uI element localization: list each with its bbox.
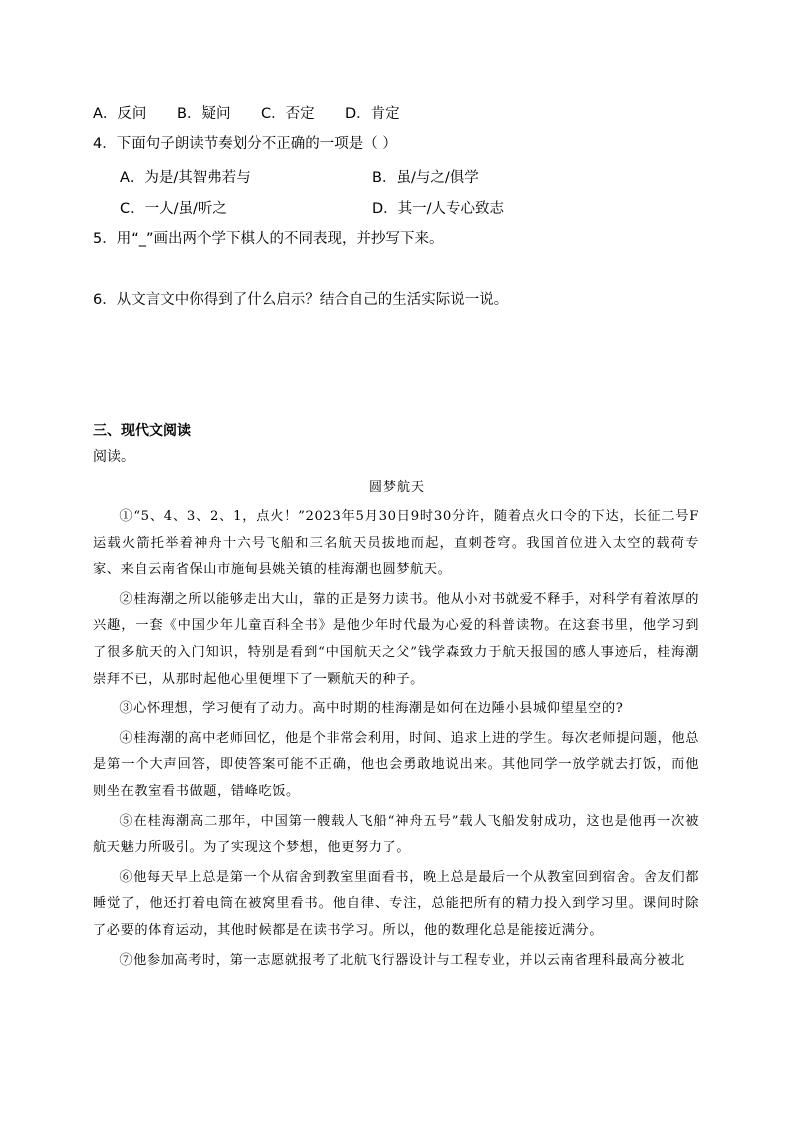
q4-option-c: C．一人/虽/听之 bbox=[120, 201, 227, 217]
q5-prefix: 5．用 bbox=[93, 231, 132, 247]
article-body bbox=[93, 504, 699, 977]
q5-underline-mark: “_” bbox=[131, 231, 154, 247]
article-paragraph-1: ①“5、4、3、2、1，点火！”2023年5月30日9时30分许，随着点火口令的下达，长征二号F运载火箭托举着神舟十六号飞船和三名航天员拔地而起，直刺苍穹。我国首位进入太空的载荷专家、来自云南省保山市施甸县姚关镇的桂海潮也圆梦航天。 bbox=[93, 509, 699, 578]
question-4-stem: 4．下面句子朗读节奏划分不正确的一项是（ ） bbox=[93, 136, 397, 152]
article-paragraph-2: ②桂海潮之所以能够走出大山，靠的正是努力读书。他从小对书就爱不释手，对科学有着浓厚的兴趣，一套《中国少年儿童百科全书》是他少年时代最为心爱的科普读物。在这套书里，他学习到了很多航天的入门知识，特别是看到“中国航天之父”钱学森致力于航天报国的感人事迹后，桂海潮崇拜不已，从那时起他心里便埋下了一颗航天的种子。 bbox=[93, 591, 699, 687]
q3-option-b: B．疑问 bbox=[177, 106, 231, 122]
q3-option-a: A．反问 bbox=[93, 106, 147, 122]
q5-suffix: 画出两个学下棋人的不同表现，并抄写下来。 bbox=[153, 231, 444, 247]
question-3-options bbox=[93, 102, 400, 123]
reading-instruction: 阅读。 bbox=[93, 449, 135, 465]
article-paragraph-3: ③心怀理想，学习便有了动力。高中时期的桂海潮是如何在边陲小县城仰望星空的? bbox=[119, 701, 624, 717]
article-paragraph-6: ⑥他每天早上总是第一个从宿舍到教室里面看书，晚上总是最后一个从教室回到宿舍。舍友们都睡觉了，他还打着电筒在被窝里看书。他自律、专注，总能把所有的精力投入到学习里。课间时除了必要的体育运动，其他时候都是在读书学习。所以，他的数理化总是能接近满分。 bbox=[93, 869, 699, 938]
article-title: 圆梦航天 bbox=[368, 480, 425, 495]
q3-option-c: C．否定 bbox=[261, 106, 315, 122]
q4-option-b: B．虽/与之/俱学 bbox=[372, 170, 479, 186]
article-paragraph-7: ⑦他参加高考时，第一志愿就报考了北航飞行器设计与工程专业，并以云南省理科最高分被北 bbox=[119, 952, 685, 968]
article-paragraph-4: ④桂海潮的高中老师回忆，他是个非常会利用，时间、追求上进的学生。每次老师提问题，他总是第一个大声回答，即使答案可能不正确，他也会勇敢地说出来。其他同学一放学就去打饭，而他则坐在教室看书做题，错峰吃饭。 bbox=[93, 730, 699, 799]
q4-option-d: D．其一/人专心致志 bbox=[372, 201, 505, 217]
q4-option-a: A．为是/其智弗若与 bbox=[120, 170, 251, 186]
q3-option-d: D．肯定 bbox=[345, 106, 400, 122]
section-title: 三、现代文阅读 bbox=[93, 423, 191, 439]
article-paragraph-5: ⑤在桂海潮高二那年，中国第一艘载人飞船“神舟五号”载人飞船发射成功，这也是他再一次被航天魅力所吸引。为了实现这个梦想，他更努力了。 bbox=[93, 813, 699, 856]
question-5 bbox=[93, 229, 444, 249]
question-6-stem: 6．从文言文中你得到了什么启示？结合自己的生活实际说一说。 bbox=[93, 292, 509, 308]
